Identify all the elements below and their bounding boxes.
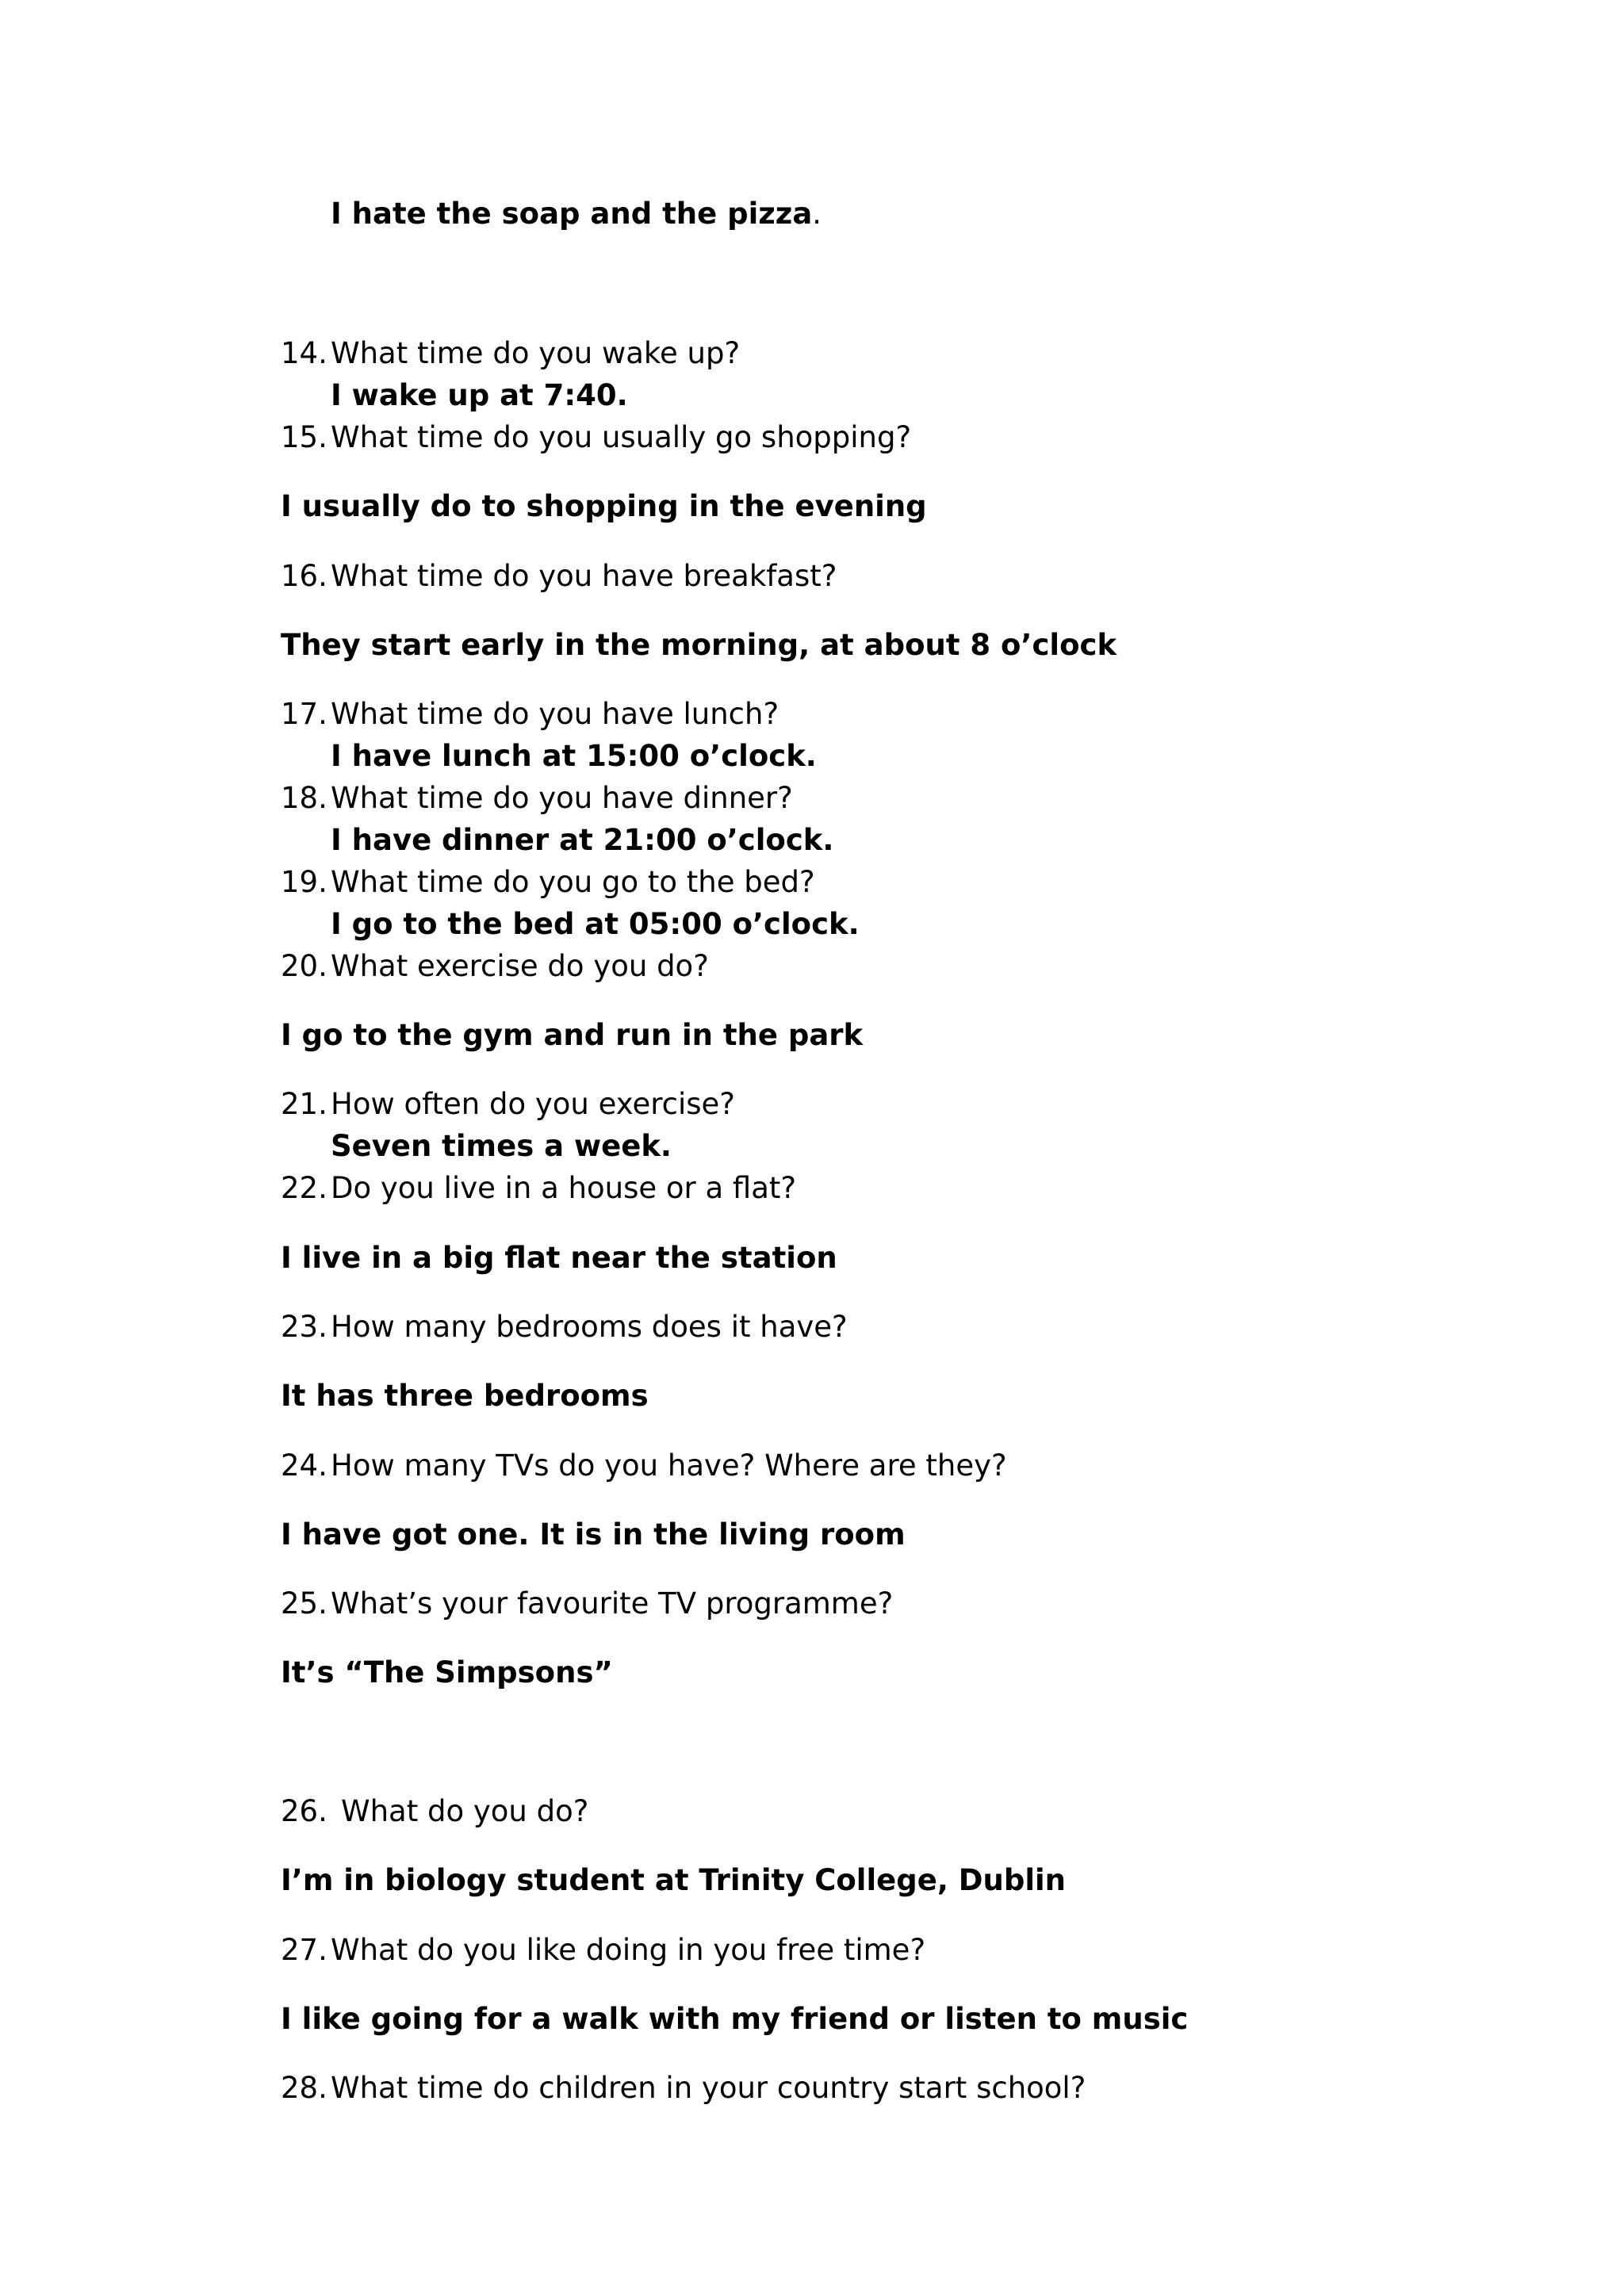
answer-text: I have lunch at 15:00 o’clock. bbox=[331, 739, 817, 773]
answer-20 bbox=[0, 1014, 1427, 1057]
question-text: What time do you wake up? bbox=[331, 336, 741, 370]
question-number: 14. bbox=[281, 336, 327, 370]
question-text: What time do you have dinner? bbox=[331, 781, 793, 815]
question-28 bbox=[0, 2067, 1427, 2110]
answer-24 bbox=[0, 1513, 1427, 1556]
question-text: How many TVs do you have? Where are they? bbox=[331, 1448, 1007, 1483]
answer-22 bbox=[0, 1237, 1427, 1280]
answer-text: I go to the gym and run in the park bbox=[281, 1018, 864, 1052]
question-14 bbox=[0, 332, 1427, 375]
question-number: 25. bbox=[281, 1586, 327, 1621]
question-20 bbox=[0, 945, 1427, 988]
answer-15 bbox=[0, 485, 1427, 528]
question-19 bbox=[0, 861, 1427, 904]
answer-27 bbox=[0, 1998, 1427, 2041]
question-number: 19. bbox=[281, 865, 327, 899]
question-text: What time do you usually go shopping? bbox=[331, 420, 912, 454]
answer-26 bbox=[0, 1859, 1427, 1902]
answer-text: I have dinner at 21:00 o’clock. bbox=[331, 823, 834, 857]
question-number: 20. bbox=[281, 949, 327, 983]
question-text: What’s your favourite TV programme? bbox=[331, 1586, 894, 1621]
answer-25 bbox=[0, 1651, 1427, 1694]
answer-text: I usually do to shopping in the evening bbox=[281, 489, 927, 523]
question-number: 28. bbox=[281, 2071, 327, 2105]
answer-intro bbox=[0, 193, 1427, 235]
answer-text: I like going for a walk with my friend or listen to music bbox=[281, 2002, 1189, 2036]
question-number: 22. bbox=[281, 1171, 327, 1205]
answer-text: They start early in the morning, at about 8 o’clock bbox=[281, 628, 1117, 662]
answer-text: I have got one. It is in the living room bbox=[281, 1517, 906, 1552]
question-number: 27. bbox=[281, 1933, 327, 1967]
answer-16 bbox=[0, 624, 1427, 667]
question-25 bbox=[0, 1582, 1427, 1625]
question-text: How often do you exercise? bbox=[331, 1087, 735, 1121]
question-text: How many bedrooms does it have? bbox=[331, 1310, 848, 1344]
question-number: 16. bbox=[281, 559, 327, 593]
answer-23 bbox=[0, 1375, 1427, 1418]
question-text: What time do you go to the bed? bbox=[331, 865, 815, 899]
answer-19 bbox=[0, 903, 1427, 946]
question-text: What do you do? bbox=[341, 1794, 589, 1828]
question-23 bbox=[0, 1306, 1427, 1349]
question-text: What exercise do you do? bbox=[331, 949, 709, 983]
question-text: Do you live in a house or a flat? bbox=[331, 1171, 797, 1205]
answer-21 bbox=[0, 1125, 1427, 1168]
answer-text: I wake up at 7:40. bbox=[331, 378, 628, 412]
question-text: What time do you have lunch? bbox=[331, 697, 779, 731]
question-number: 21. bbox=[281, 1087, 327, 1121]
answer-text: I’m in biology student at Trinity College, Dublin bbox=[281, 1863, 1067, 1897]
answer-text: I hate the soap and the pizza. bbox=[331, 197, 822, 231]
question-22 bbox=[0, 1167, 1427, 1210]
question-number: 15. bbox=[281, 420, 327, 454]
answer-14 bbox=[0, 374, 1427, 417]
answer-text: It has three bedrooms bbox=[281, 1379, 649, 1413]
question-number: 18. bbox=[281, 781, 327, 815]
answer-text: It’s “The Simpsons” bbox=[281, 1655, 613, 1689]
question-21 bbox=[0, 1083, 1427, 1126]
question-text: What time do children in your country start school? bbox=[331, 2071, 1086, 2105]
question-27 bbox=[0, 1929, 1427, 1972]
question-17 bbox=[0, 693, 1427, 736]
answer-text: Seven times a week. bbox=[331, 1129, 672, 1163]
answer-text: I live in a big flat near the station bbox=[281, 1241, 837, 1275]
question-16 bbox=[0, 555, 1427, 598]
question-number: 23. bbox=[281, 1310, 327, 1344]
question-18 bbox=[0, 777, 1427, 820]
question-number: 24. bbox=[281, 1448, 327, 1483]
question-15 bbox=[0, 416, 1427, 459]
answer-18 bbox=[0, 819, 1427, 862]
question-24 bbox=[0, 1445, 1427, 1487]
question-number: 17. bbox=[281, 697, 327, 731]
answer-17 bbox=[0, 735, 1427, 778]
question-number: 26. bbox=[281, 1794, 327, 1828]
question-26 bbox=[0, 1790, 1427, 1833]
question-text: What time do you have breakfast? bbox=[331, 559, 837, 593]
answer-text: I go to the bed at 05:00 o’clock. bbox=[331, 907, 860, 941]
question-text: What do you like doing in you free time? bbox=[331, 1933, 926, 1967]
